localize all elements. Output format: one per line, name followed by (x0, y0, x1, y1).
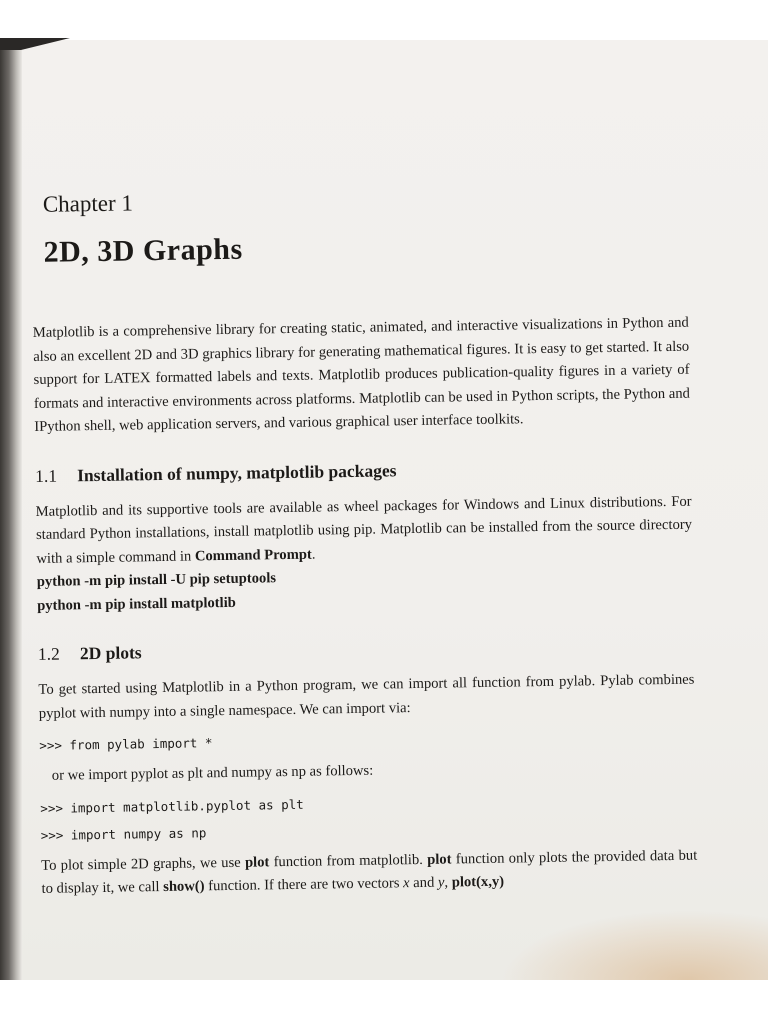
page-content (30, 140, 698, 902)
var-y: y (437, 874, 445, 891)
plot-text-2: function from matplotlib. (273, 851, 423, 870)
pip-command-2: python -m pip install matplotlib (37, 594, 236, 614)
section-title: Installation of numpy, matplotlib packages (76, 459, 397, 485)
code-line-pylab: >>> from pylab import * (39, 735, 213, 753)
plot-text-4: function. If there are two vectors (208, 875, 400, 895)
page-stain (500, 910, 768, 980)
pylab-paragraph: To get started using Matplotlib in a Python program, we can import all function from pylab. Pylab combines pyplot with numpy into a single namespace. We can import via: (38, 671, 695, 722)
code-line-numpy: >>> import numpy as np (40, 824, 207, 843)
chapter-title: 2D, 3D Graphs (43, 232, 243, 269)
chapter-label: Chapter 1 (42, 190, 134, 217)
section-heading-2d-plots (38, 634, 694, 665)
var-x: x (402, 875, 410, 892)
section-number: 1.1 (34, 465, 58, 486)
book-spine-shadow (0, 40, 22, 980)
pip-command-1: python -m pip install -U pip setuptools (36, 570, 277, 590)
installation-text: Matplotlib and its supportive tools are available as wheel packages for Windows and Linux distributions. For standard Python installations, install matplotlib using pip. Matplotlib can be installed from the source directory with a simple command in (35, 493, 693, 567)
code-line-pyplot: >>> import matplotlib.pyplot as plt (40, 796, 304, 816)
section-heading-installation (35, 455, 691, 486)
plot-xy-term: plot(x,y) (451, 873, 505, 891)
pyplot-paragraph: or we import pyplot as plt and numpy as np as follows: (51, 762, 374, 784)
installation-paragraph (36, 490, 693, 571)
plot-text-3: function only plots the provided data but to display it, we call (41, 847, 698, 897)
installation-period: . (311, 546, 316, 563)
show-term: show() (163, 878, 205, 895)
command-prompt-term: Command Prompt (194, 546, 312, 564)
plot-text-1: To plot simple 2D graphs, we use (41, 854, 241, 874)
intro-paragraph: Matplotlib is a comprehensive library for creating static, animated, and interactive visualizations in Python and also an excellent 2D and 3D graphics library for generating mathematical figures. It is easy to get started. It also support for LATEX formatted labels and texts. Matplotlib produces publication-quality figures in a variety of formats and interactive environments across platforms. Matplotlib can be used in Python scripts, the Python and IPython shell, web application servers, and various graphical user interface toolkits. (32, 314, 691, 435)
plot-term: plot (244, 853, 270, 871)
plot-term: plot (427, 850, 452, 868)
section-title: 2D plots (79, 642, 142, 664)
plot-text-6: , (444, 874, 449, 891)
plot-text-5: and (413, 874, 435, 892)
section-number: 1.2 (37, 643, 60, 664)
